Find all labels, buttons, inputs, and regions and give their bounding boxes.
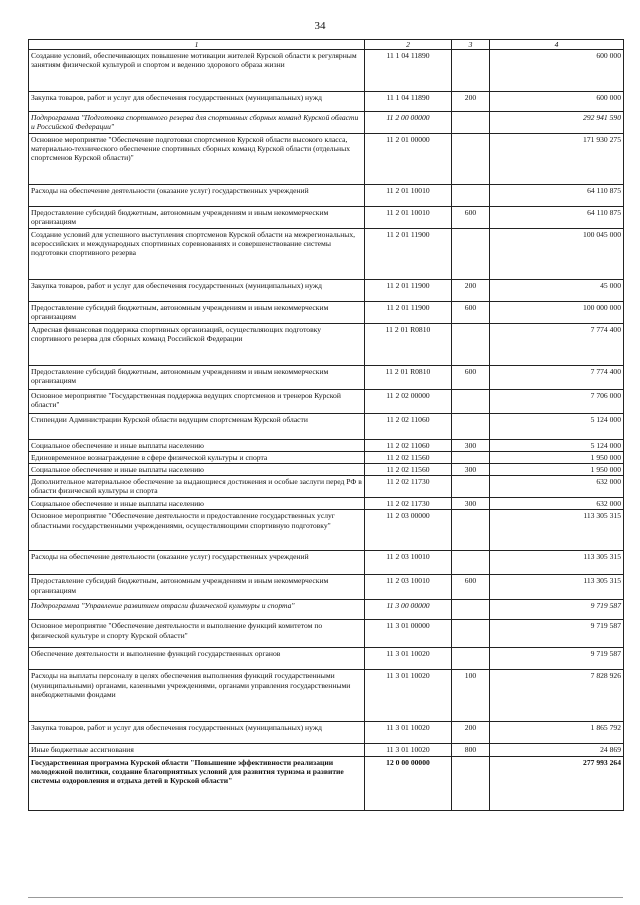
cell-code: 11 2 01 11900 xyxy=(365,229,452,280)
table-row xyxy=(29,756,624,810)
cell-sum: 100 000 000 xyxy=(490,302,624,324)
table-row xyxy=(29,324,624,366)
cell-name: Расходы на обеспечение деятельности (оказание услуг) государственных учреждений xyxy=(29,551,365,575)
cell-sum: 113 305 315 xyxy=(490,551,624,575)
cell-type xyxy=(452,324,490,366)
table-row xyxy=(29,302,624,324)
table-row xyxy=(29,551,624,575)
cell-sum: 7 774 400 xyxy=(490,324,624,366)
budget-table xyxy=(28,39,624,811)
cell-code: 11 2 02 11730 xyxy=(365,476,452,498)
table-row xyxy=(29,620,624,648)
cell-name: Создание условий, обеспечивающих повышение мотивации жителей Курской области к регулярным занятиям физической культурой и спортом и ведению здорового образа жизни xyxy=(29,50,365,92)
cell-code: 11 2 00 00000 xyxy=(365,112,452,134)
cell-name: Расходы на выплаты персоналу в целях обеспечения выполнения функций государственными (муниципальными) органами, казенными учреждениями, органами управления государственными внебюджетными фондами xyxy=(29,670,365,722)
cell-name: Социальное обеспечение и иные выплаты населению xyxy=(29,440,365,452)
cell-code: 11 1 04 11890 xyxy=(365,50,452,92)
cell-sum: 9 719 587 xyxy=(490,648,624,670)
cell-code: 11 2 03 10010 xyxy=(365,551,452,575)
table-row xyxy=(29,452,624,464)
cell-sum: 292 941 590 xyxy=(490,112,624,134)
cell-name: Адресная финансовая поддержка спортивных организаций, осуществляющих подготовку спортивного резерва для сборных команд Российской Федерации xyxy=(29,324,365,366)
cell-type xyxy=(452,50,490,92)
cell-code: 11 2 03 10010 xyxy=(365,575,452,600)
table-row xyxy=(29,464,624,476)
cell-sum: 64 110 875 xyxy=(490,207,624,229)
cell-code: 11 3 00 00000 xyxy=(365,600,452,620)
cell-type: 200 xyxy=(452,92,490,112)
cell-type: 800 xyxy=(452,744,490,756)
cell-sum: 632 000 xyxy=(490,498,624,510)
cell-name: Стипендии Администрации Курской области ведущим спортсменам Курской области xyxy=(29,414,365,440)
cell-sum: 5 124 000 xyxy=(490,440,624,452)
cell-code: 11 3 01 10020 xyxy=(365,744,452,756)
cell-name: Предоставление субсидий бюджетным, автономным учреждениям и иным некоммерческим организациям xyxy=(29,575,365,600)
cell-name: Основное мероприятие "Государственная поддержка ведущих спортсменов и тренеров Курской области" xyxy=(29,390,365,414)
cell-type xyxy=(452,620,490,648)
cell-sum: 7 706 000 xyxy=(490,390,624,414)
cell-name: Предоставление субсидий бюджетным, автономным учреждениям и иным некоммерческим организациям xyxy=(29,302,365,324)
cell-code: 11 3 01 00000 xyxy=(365,620,452,648)
table-row xyxy=(29,280,624,302)
cell-code: 11 2 01 00000 xyxy=(365,134,452,185)
cell-code: 11 2 02 11560 xyxy=(365,452,452,464)
cell-sum: 113 305 315 xyxy=(490,575,624,600)
table-row xyxy=(29,112,624,134)
cell-type xyxy=(452,551,490,575)
cell-sum: 9 719 587 xyxy=(490,620,624,648)
cell-name: Предоставление субсидий бюджетным, автономным учреждениям и иным некоммерческим организациям xyxy=(29,207,365,229)
cell-name: Создание условий для успешного выступления спортсменов Курской области на межрегиональных, всероссийских и международных спортивных соревнованиях и совершенствование системы подготовки спортивного резерва xyxy=(29,229,365,280)
cell-type xyxy=(452,390,490,414)
table-row xyxy=(29,207,624,229)
cell-sum: 24 869 xyxy=(490,744,624,756)
cell-type xyxy=(452,112,490,134)
cell-type: 200 xyxy=(452,722,490,744)
cell-name: Основное мероприятие "Обеспечение деятельности и выполнение функций комитетом по физической культуре и спорту Курской области" xyxy=(29,620,365,648)
cell-code: 11 2 01 10010 xyxy=(365,207,452,229)
table-row xyxy=(29,744,624,756)
table-row xyxy=(29,390,624,414)
cell-sum: 1 950 000 xyxy=(490,452,624,464)
cell-type: 600 xyxy=(452,366,490,390)
cell-sum: 1 950 000 xyxy=(490,464,624,476)
cell-sum: 113 305 315 xyxy=(490,510,624,551)
cell-code: 11 3 01 10020 xyxy=(365,722,452,744)
header-col-type: 3 xyxy=(452,40,490,50)
table-header-row xyxy=(29,40,624,50)
cell-sum: 9 719 587 xyxy=(490,600,624,620)
cell-type xyxy=(452,510,490,551)
cell-sum: 45 000 xyxy=(490,280,624,302)
table-row xyxy=(29,185,624,207)
cell-sum: 600 000 xyxy=(490,50,624,92)
table-body xyxy=(29,50,624,810)
table-row xyxy=(29,476,624,498)
cell-sum: 277 993 264 xyxy=(490,756,624,810)
cell-type: 200 xyxy=(452,280,490,302)
cell-sum: 5 124 000 xyxy=(490,414,624,440)
cell-name: Иные бюджетные ассигнования xyxy=(29,744,365,756)
cell-sum: 64 110 875 xyxy=(490,185,624,207)
table-row xyxy=(29,134,624,185)
cell-sum: 632 000 xyxy=(490,476,624,498)
cell-code: 11 2 02 00000 xyxy=(365,390,452,414)
cell-type: 300 xyxy=(452,440,490,452)
cell-code: 11 2 01 R0810 xyxy=(365,366,452,390)
cell-type xyxy=(452,134,490,185)
table-row xyxy=(29,229,624,280)
cell-type xyxy=(452,476,490,498)
table-row xyxy=(29,510,624,551)
cell-code: 11 3 01 10020 xyxy=(365,648,452,670)
cell-code: 11 2 02 11060 xyxy=(365,414,452,440)
cell-name: Единовременное вознаграждение в сфере физической культуры и спорта xyxy=(29,452,365,464)
cell-name: Подпрограмма "Управление развитием отрасли физической культуры и спорта" xyxy=(29,600,365,620)
cell-code: 12 0 00 00000 xyxy=(365,756,452,810)
cell-type xyxy=(452,414,490,440)
cell-type: 100 xyxy=(452,670,490,722)
cell-code: 11 2 01 10010 xyxy=(365,185,452,207)
header-col-code: 2 xyxy=(365,40,452,50)
cell-sum: 171 930 275 xyxy=(490,134,624,185)
cell-code: 11 3 01 10020 xyxy=(365,670,452,722)
cell-name: Основное мероприятие "Обеспечение подготовки спортсменов Курской области высокого класса, материально-технического обеспечение спортивных сборных команд Курской области (отдельных спортсменов Курской области)" xyxy=(29,134,365,185)
table-row xyxy=(29,722,624,744)
cell-sum: 1 865 792 xyxy=(490,722,624,744)
cell-type: 600 xyxy=(452,302,490,324)
cell-code: 11 2 03 00000 xyxy=(365,510,452,551)
cell-name: Закупка товаров, работ и услуг для обеспечения государственных (муниципальных) нужд xyxy=(29,280,365,302)
cell-code: 11 1 04 11890 xyxy=(365,92,452,112)
table-row xyxy=(29,440,624,452)
table-row xyxy=(29,92,624,112)
table-row xyxy=(29,600,624,620)
cell-type: 600 xyxy=(452,207,490,229)
cell-sum: 7 774 400 xyxy=(490,366,624,390)
table-row xyxy=(29,648,624,670)
cell-type xyxy=(452,229,490,280)
cell-sum: 100 045 000 xyxy=(490,229,624,280)
cell-type xyxy=(452,648,490,670)
cell-name: Социальное обеспечение и иные выплаты населению xyxy=(29,498,365,510)
cell-type xyxy=(452,600,490,620)
header-col-sum: 4 xyxy=(490,40,624,50)
cell-name: Закупка товаров, работ и услуг для обеспечения государственных (муниципальных) нужд xyxy=(29,722,365,744)
cell-code: 11 2 01 11900 xyxy=(365,280,452,302)
cell-code: 11 2 01 R0810 xyxy=(365,324,452,366)
cell-name: Основное мероприятие "Обеспечение деятельности и предоставление государственных услуг областными государственными учреждениями, осуществляющими спортивную подготовку" xyxy=(29,510,365,551)
cell-name: Социальное обеспечение и иные выплаты населению xyxy=(29,464,365,476)
cell-code: 11 2 02 11730 xyxy=(365,498,452,510)
cell-code: 11 2 02 11560 xyxy=(365,464,452,476)
cell-type: 600 xyxy=(452,575,490,600)
cell-name: Государственная программа Курской области "Повышение эффективности реализации молодежной политики, создание благоприятных условий для развития туризма и развитие системы оздоровления и отдыха детей в Курской области" xyxy=(29,756,365,810)
cell-type xyxy=(452,185,490,207)
cell-sum: 7 828 926 xyxy=(490,670,624,722)
table-row xyxy=(29,366,624,390)
cell-sum: 600 000 xyxy=(490,92,624,112)
cell-code: 11 2 01 11900 xyxy=(365,302,452,324)
table-row xyxy=(29,498,624,510)
page-number: 34 xyxy=(314,20,326,32)
cell-name: Закупка товаров, работ и услуг для обеспечения государственных (муниципальных) нужд xyxy=(29,92,365,112)
bottom-rule xyxy=(28,897,623,898)
cell-name: Предоставление субсидий бюджетным, автономным учреждениям и иным некоммерческим организациям xyxy=(29,366,365,390)
cell-type: 300 xyxy=(452,464,490,476)
cell-name: Обеспечение деятельности и выполнение функций государственных органов xyxy=(29,648,365,670)
cell-name: Подпрограмма "Подготовка спортивного резерва для спортивных сборных команд Курской области и Российской Федерации" xyxy=(29,112,365,134)
cell-type xyxy=(452,756,490,810)
table-row xyxy=(29,414,624,440)
cell-code: 11 2 02 11060 xyxy=(365,440,452,452)
cell-name: Дополнительное материальное обеспечение за выдающиеся достижения и особые заслуги перед РФ в области физической культуры и спорта xyxy=(29,476,365,498)
table-row xyxy=(29,575,624,600)
cell-type: 300 xyxy=(452,498,490,510)
header-col-name: 1 xyxy=(29,40,365,50)
cell-name: Расходы на обеспечение деятельности (оказание услуг) государственных учреждений xyxy=(29,185,365,207)
cell-type xyxy=(452,452,490,464)
table-row xyxy=(29,670,624,722)
table-row xyxy=(29,50,624,92)
